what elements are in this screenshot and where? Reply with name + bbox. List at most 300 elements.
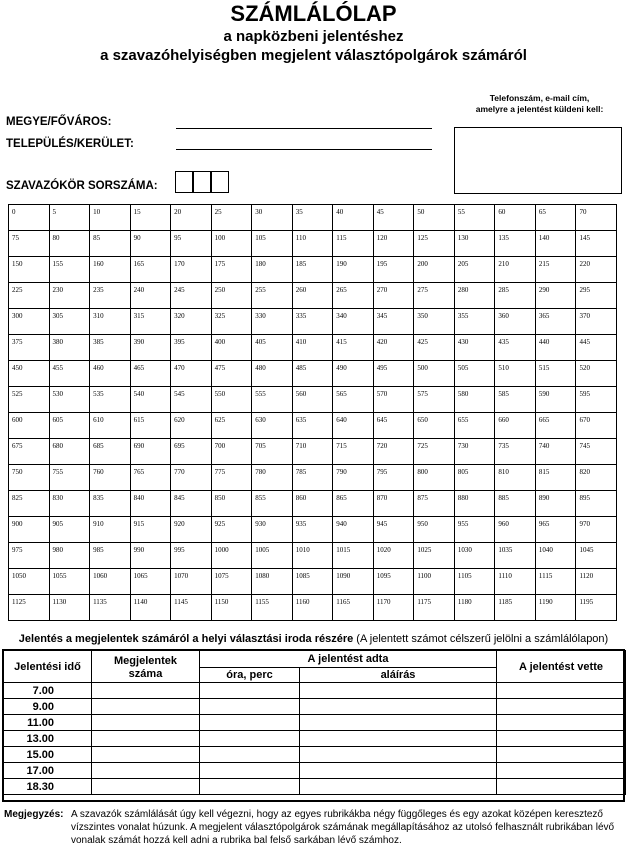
tally-cell[interactable]: 230 — [49, 283, 90, 309]
tally-row — [9, 283, 617, 309]
tally-cell[interactable]: 875 — [414, 491, 455, 517]
tally-cell[interactable]: 370 — [576, 309, 617, 335]
report-heading-title: Jelentés a megjelentek számáról a helyi választási iroda részére — [18, 633, 354, 645]
report-hour-cell[interactable] — [200, 715, 300, 731]
tally-cell[interactable]: 185 — [292, 257, 333, 283]
tally-cell[interactable]: 985 — [90, 543, 131, 569]
tally-cell[interactable]: 420 — [373, 335, 414, 361]
tally-cell[interactable]: 535 — [90, 387, 131, 413]
tally-cell[interactable]: 135 — [495, 231, 536, 257]
tally-cell[interactable]: 395 — [171, 335, 212, 361]
tally-cell[interactable]: 745 — [576, 439, 617, 465]
tally-cell[interactable]: 895 — [576, 491, 617, 517]
tally-cell[interactable]: 400 — [211, 335, 252, 361]
col-report-time-header: Jelentési idő — [4, 651, 92, 683]
report-hour-cell[interactable] — [200, 763, 300, 779]
report-signature-cell[interactable] — [300, 715, 497, 731]
tally-cell[interactable]: 100 — [211, 231, 252, 257]
tally-cell[interactable]: 555 — [252, 387, 293, 413]
contact-label-line-2: amelyre a jelentést küldeni kell: — [475, 104, 604, 114]
report-signature-cell[interactable] — [300, 699, 497, 715]
report-signature-cell[interactable] — [300, 731, 497, 747]
tally-cell[interactable]: 460 — [90, 361, 131, 387]
report-row — [4, 699, 626, 715]
tally-cell[interactable]: 920 — [171, 517, 212, 543]
tally-cell[interactable]: 1020 — [373, 543, 414, 569]
tally-cell[interactable]: 170 — [171, 257, 212, 283]
tally-row — [9, 569, 617, 595]
tally-cell[interactable]: 430 — [454, 335, 495, 361]
tally-cell[interactable]: 680 — [49, 439, 90, 465]
district-digit-box-1[interactable] — [175, 171, 193, 193]
tally-cell[interactable]: 935 — [292, 517, 333, 543]
tally-cell[interactable]: 305 — [49, 309, 90, 335]
tally-cell[interactable]: 55 — [454, 205, 495, 231]
district-digit-box-3[interactable] — [211, 171, 229, 193]
tally-cell[interactable]: 1155 — [252, 595, 293, 621]
tally-cell[interactable]: 950 — [414, 517, 455, 543]
tally-cell[interactable]: 45 — [373, 205, 414, 231]
tally-cell[interactable]: 575 — [414, 387, 455, 413]
tally-cell[interactable]: 425 — [414, 335, 455, 361]
tally-cell[interactable]: 1100 — [414, 569, 455, 595]
tally-cell[interactable]: 235 — [90, 283, 131, 309]
tally-cell[interactable]: 720 — [373, 439, 414, 465]
tally-cell[interactable]: 1140 — [130, 595, 171, 621]
tally-cell[interactable]: 385 — [90, 335, 131, 361]
tally-cell[interactable]: 1130 — [49, 595, 90, 621]
col-attendees-header: Megjelentek száma — [92, 651, 200, 683]
tally-cell[interactable]: 255 — [252, 283, 293, 309]
tally-cell[interactable]: 930 — [252, 517, 293, 543]
tally-cell[interactable]: 1190 — [535, 595, 576, 621]
tally-cell[interactable]: 520 — [576, 361, 617, 387]
tally-cell[interactable]: 780 — [252, 465, 293, 491]
tally-cell[interactable]: 800 — [414, 465, 455, 491]
tally-cell[interactable]: 150 — [9, 257, 50, 283]
contact-input-box[interactable] — [454, 127, 622, 194]
tally-cell[interactable]: 240 — [130, 283, 171, 309]
tally-cell[interactable]: 775 — [211, 465, 252, 491]
tally-cell[interactable]: 90 — [130, 231, 171, 257]
tally-cell[interactable]: 560 — [292, 387, 333, 413]
tally-cell[interactable]: 710 — [292, 439, 333, 465]
tally-cell[interactable]: 220 — [576, 257, 617, 283]
tally-grid — [8, 204, 617, 621]
tally-cell[interactable]: 225 — [9, 283, 50, 309]
tally-cell[interactable]: 390 — [130, 335, 171, 361]
county-label: MEGYE/FŐVÁROS: — [6, 116, 112, 128]
tally-cell[interactable]: 80 — [49, 231, 90, 257]
tally-cell[interactable]: 1115 — [535, 569, 576, 595]
tally-cell[interactable]: 1090 — [333, 569, 374, 595]
tally-cell[interactable]: 860 — [292, 491, 333, 517]
tally-cell[interactable]: 280 — [454, 283, 495, 309]
tally-cell[interactable]: 960 — [495, 517, 536, 543]
tally-cell[interactable]: 1010 — [292, 543, 333, 569]
tally-cell[interactable]: 905 — [49, 517, 90, 543]
tally-cell[interactable]: 330 — [252, 309, 293, 335]
tally-cell[interactable]: 335 — [292, 309, 333, 335]
tally-cell[interactable]: 590 — [535, 387, 576, 413]
tally-cell[interactable]: 855 — [252, 491, 293, 517]
tally-cell[interactable]: 40 — [333, 205, 374, 231]
tally-cell[interactable]: 1145 — [171, 595, 212, 621]
report-row — [4, 747, 626, 763]
tally-cell[interactable]: 30 — [252, 205, 293, 231]
report-count-cell[interactable] — [92, 715, 200, 731]
tally-cell[interactable]: 835 — [90, 491, 131, 517]
tally-cell[interactable]: 1180 — [454, 595, 495, 621]
tally-cell[interactable]: 675 — [9, 439, 50, 465]
report-receiver-cell[interactable] — [497, 763, 626, 779]
tally-cell[interactable]: 1185 — [495, 595, 536, 621]
tally-cell[interactable]: 605 — [49, 413, 90, 439]
tally-cell[interactable]: 495 — [373, 361, 414, 387]
tally-cell[interactable]: 880 — [454, 491, 495, 517]
report-count-cell[interactable] — [92, 779, 200, 795]
tally-cell[interactable]: 125 — [414, 231, 455, 257]
report-hour-cell[interactable] — [200, 683, 300, 699]
tally-cell[interactable]: 845 — [171, 491, 212, 517]
tally-cell[interactable]: 85 — [90, 231, 131, 257]
tally-cell[interactable]: 210 — [495, 257, 536, 283]
tally-cell[interactable]: 510 — [495, 361, 536, 387]
tally-cell[interactable]: 1120 — [576, 569, 617, 595]
tally-cell[interactable]: 595 — [576, 387, 617, 413]
tally-cell[interactable]: 350 — [414, 309, 455, 335]
tally-cell[interactable]: 1005 — [252, 543, 293, 569]
tally-cell[interactable]: 795 — [373, 465, 414, 491]
tally-cell[interactable]: 15 — [130, 205, 171, 231]
report-signature-cell[interactable] — [300, 779, 497, 795]
tally-cell[interactable]: 530 — [49, 387, 90, 413]
tally-cell[interactable]: 260 — [292, 283, 333, 309]
tally-cell[interactable]: 645 — [373, 413, 414, 439]
tally-cell[interactable]: 750 — [9, 465, 50, 491]
tally-cell[interactable]: 735 — [495, 439, 536, 465]
tally-cell[interactable]: 755 — [49, 465, 90, 491]
report-count-cell[interactable] — [92, 699, 200, 715]
tally-cell[interactable]: 1065 — [130, 569, 171, 595]
tally-cell[interactable]: 540 — [130, 387, 171, 413]
tally-cell[interactable]: 840 — [130, 491, 171, 517]
tally-cell[interactable]: 1160 — [292, 595, 333, 621]
tally-cell[interactable]: 515 — [535, 361, 576, 387]
tally-cell[interactable]: 115 — [333, 231, 374, 257]
tally-cell[interactable]: 365 — [535, 309, 576, 335]
tally-cell[interactable]: 5 — [49, 205, 90, 231]
tally-cell[interactable]: 300 — [9, 309, 50, 335]
tally-cell[interactable]: 850 — [211, 491, 252, 517]
tally-cell[interactable]: 610 — [90, 413, 131, 439]
tally-cell[interactable]: 1135 — [90, 595, 131, 621]
report-receiver-cell[interactable] — [497, 779, 626, 795]
tally-cell[interactable]: 770 — [171, 465, 212, 491]
tally-cell[interactable]: 215 — [535, 257, 576, 283]
tally-cell[interactable]: 165 — [130, 257, 171, 283]
tally-cell[interactable]: 1150 — [211, 595, 252, 621]
tally-cell[interactable]: 285 — [495, 283, 536, 309]
tally-cell[interactable]: 695 — [171, 439, 212, 465]
report-time-cell: 17.00 — [4, 763, 92, 779]
tally-cell[interactable]: 75 — [9, 231, 50, 257]
tally-cell[interactable]: 640 — [333, 413, 374, 439]
tally-cell[interactable]: 95 — [171, 231, 212, 257]
tally-cell[interactable]: 765 — [130, 465, 171, 491]
tally-cell[interactable]: 455 — [49, 361, 90, 387]
tally-cell[interactable]: 900 — [9, 517, 50, 543]
tally-cell[interactable]: 980 — [49, 543, 90, 569]
tally-cell[interactable]: 760 — [90, 465, 131, 491]
tally-cell[interactable]: 1050 — [9, 569, 50, 595]
report-receiver-cell[interactable] — [497, 699, 626, 715]
report-time-cell: 11.00 — [4, 715, 92, 731]
tally-cell[interactable]: 1045 — [576, 543, 617, 569]
tally-cell[interactable]: 740 — [535, 439, 576, 465]
tally-cell[interactable]: 670 — [576, 413, 617, 439]
tally-cell[interactable]: 1105 — [454, 569, 495, 595]
tally-cell[interactable]: 830 — [49, 491, 90, 517]
tally-cell[interactable]: 60 — [495, 205, 536, 231]
tally-cell[interactable]: 600 — [9, 413, 50, 439]
tally-cell[interactable]: 660 — [495, 413, 536, 439]
tally-cell[interactable]: 485 — [292, 361, 333, 387]
tally-cell[interactable]: 805 — [454, 465, 495, 491]
tally-cell[interactable]: 1095 — [373, 569, 414, 595]
tally-cell[interactable]: 380 — [49, 335, 90, 361]
tally-cell[interactable]: 940 — [333, 517, 374, 543]
tally-cell[interactable]: 355 — [454, 309, 495, 335]
tally-cell[interactable]: 565 — [333, 387, 374, 413]
tally-cell[interactable]: 470 — [171, 361, 212, 387]
tally-cell[interactable]: 945 — [373, 517, 414, 543]
tally-cell[interactable]: 570 — [373, 387, 414, 413]
tally-cell[interactable]: 275 — [414, 283, 455, 309]
district-digit-box-2[interactable] — [193, 171, 211, 193]
tally-cell[interactable]: 180 — [252, 257, 293, 283]
tally-cell[interactable]: 635 — [292, 413, 333, 439]
tally-cell[interactable]: 320 — [171, 309, 212, 335]
tally-cell[interactable]: 440 — [535, 335, 576, 361]
tally-cell[interactable]: 725 — [414, 439, 455, 465]
tally-cell[interactable]: 630 — [252, 413, 293, 439]
tally-cell[interactable]: 1175 — [414, 595, 455, 621]
tally-row — [9, 413, 617, 439]
tally-cell[interactable]: 525 — [9, 387, 50, 413]
tally-cell[interactable]: 375 — [9, 335, 50, 361]
tally-cell[interactable]: 155 — [49, 257, 90, 283]
tally-cell[interactable]: 550 — [211, 387, 252, 413]
tally-cell[interactable]: 20 — [171, 205, 212, 231]
col-reported-by-header: A jelentést adta — [200, 651, 497, 668]
tally-cell[interactable]: 790 — [333, 465, 374, 491]
tally-cell[interactable]: 730 — [454, 439, 495, 465]
tally-cell[interactable]: 65 — [535, 205, 576, 231]
tally-cell[interactable]: 995 — [171, 543, 212, 569]
tally-row — [9, 439, 617, 465]
tally-cell[interactable]: 340 — [333, 309, 374, 335]
tally-cell[interactable]: 315 — [130, 309, 171, 335]
tally-cell[interactable]: 130 — [454, 231, 495, 257]
tally-cell[interactable]: 615 — [130, 413, 171, 439]
tally-cell[interactable]: 25 — [211, 205, 252, 231]
tally-cell[interactable]: 405 — [252, 335, 293, 361]
tally-cell[interactable]: 1055 — [49, 569, 90, 595]
tally-row — [9, 231, 617, 257]
tally-cell[interactable]: 665 — [535, 413, 576, 439]
tally-cell[interactable]: 1165 — [333, 595, 374, 621]
tally-cell[interactable]: 290 — [535, 283, 576, 309]
report-count-cell[interactable] — [92, 731, 200, 747]
report-count-cell[interactable] — [92, 747, 200, 763]
tally-cell[interactable]: 885 — [495, 491, 536, 517]
tally-cell[interactable]: 1125 — [9, 595, 50, 621]
tally-cell[interactable]: 475 — [211, 361, 252, 387]
report-row — [4, 683, 626, 699]
tally-cell[interactable]: 35 — [292, 205, 333, 231]
tally-cell[interactable]: 120 — [373, 231, 414, 257]
report-receiver-cell[interactable] — [497, 731, 626, 747]
tally-cell[interactable]: 915 — [130, 517, 171, 543]
tally-cell[interactable]: 865 — [333, 491, 374, 517]
tally-cell[interactable]: 190 — [333, 257, 374, 283]
note-label: Megjegyzés: — [4, 809, 64, 820]
tally-cell[interactable]: 785 — [292, 465, 333, 491]
tally-cell[interactable]: 1015 — [333, 543, 374, 569]
tally-cell[interactable]: 160 — [90, 257, 131, 283]
tally-cell[interactable]: 655 — [454, 413, 495, 439]
tally-cell[interactable]: 500 — [414, 361, 455, 387]
col-received-by-header: A jelentést vette — [497, 651, 626, 683]
tally-cell[interactable]: 1195 — [576, 595, 617, 621]
tally-cell[interactable]: 975 — [9, 543, 50, 569]
tally-cell[interactable]: 1085 — [292, 569, 333, 595]
tally-cell[interactable]: 310 — [90, 309, 131, 335]
tally-cell[interactable]: 690 — [130, 439, 171, 465]
tally-cell[interactable]: 705 — [252, 439, 293, 465]
report-time-cell: 9.00 — [4, 699, 92, 715]
tally-cell[interactable]: 890 — [535, 491, 576, 517]
tally-cell[interactable]: 545 — [171, 387, 212, 413]
tally-cell[interactable]: 1170 — [373, 595, 414, 621]
report-receiver-cell[interactable] — [497, 747, 626, 763]
tally-cell[interactable]: 910 — [90, 517, 131, 543]
tally-cell[interactable]: 445 — [576, 335, 617, 361]
settlement-field-line[interactable] — [176, 149, 432, 150]
contact-label-line-1: Telefonszám, e-mail cím, — [489, 93, 590, 103]
report-count-cell[interactable] — [92, 763, 200, 779]
report-receiver-cell[interactable] — [497, 715, 626, 731]
tally-cell[interactable]: 325 — [211, 309, 252, 335]
tally-cell[interactable]: 450 — [9, 361, 50, 387]
tally-cell[interactable]: 175 — [211, 257, 252, 283]
tally-cell[interactable]: 250 — [211, 283, 252, 309]
tally-cell[interactable]: 585 — [495, 387, 536, 413]
tally-cell[interactable]: 270 — [373, 283, 414, 309]
tally-cell[interactable]: 490 — [333, 361, 374, 387]
tally-cell[interactable]: 1070 — [171, 569, 212, 595]
tally-cell[interactable]: 140 — [535, 231, 576, 257]
tally-cell[interactable]: 810 — [495, 465, 536, 491]
tally-cell[interactable]: 70 — [576, 205, 617, 231]
tally-cell[interactable]: 435 — [495, 335, 536, 361]
tally-cell[interactable]: 505 — [454, 361, 495, 387]
tally-cell[interactable]: 1110 — [495, 569, 536, 595]
report-count-cell[interactable] — [92, 683, 200, 699]
tally-cell[interactable]: 990 — [130, 543, 171, 569]
tally-cell[interactable]: 620 — [171, 413, 212, 439]
tally-cell[interactable]: 650 — [414, 413, 455, 439]
tally-cell[interactable]: 1075 — [211, 569, 252, 595]
report-signature-cell[interactable] — [300, 747, 497, 763]
tally-cell[interactable]: 195 — [373, 257, 414, 283]
report-hour-cell[interactable] — [200, 747, 300, 763]
tally-cell[interactable]: 825 — [9, 491, 50, 517]
tally-row — [9, 361, 617, 387]
tally-cell[interactable]: 820 — [576, 465, 617, 491]
tally-cell[interactable]: 970 — [576, 517, 617, 543]
tally-cell[interactable]: 245 — [171, 283, 212, 309]
tally-cell[interactable]: 265 — [333, 283, 374, 309]
tally-cell[interactable]: 925 — [211, 517, 252, 543]
tally-cell[interactable]: 410 — [292, 335, 333, 361]
tally-cell[interactable]: 1025 — [414, 543, 455, 569]
report-signature-cell[interactable] — [300, 763, 497, 779]
note-text: A szavazók számlálását úgy kell végezni, hogy az egyes rubrikákba négy függőleges és egy azokat középen keresztező vízszintes vonalat húzunk. A megjelent választópolgárok számának megállapításához az utolsó felhasznált rubrikában lévő vonalak számát hozzá kell adni a rubrika bal felső sarkában lévő számhoz. — [71, 809, 615, 846]
tally-cell[interactable]: 965 — [535, 517, 576, 543]
report-hour-cell[interactable] — [200, 779, 300, 795]
report-signature-cell[interactable] — [300, 683, 497, 699]
report-receiver-cell[interactable] — [497, 683, 626, 699]
tally-cell[interactable]: 480 — [252, 361, 293, 387]
report-hour-cell[interactable] — [200, 731, 300, 747]
tally-cell[interactable]: 360 — [495, 309, 536, 335]
tally-cell[interactable]: 1030 — [454, 543, 495, 569]
tally-cell[interactable]: 415 — [333, 335, 374, 361]
tally-cell[interactable]: 815 — [535, 465, 576, 491]
tally-cell[interactable]: 1060 — [90, 569, 131, 595]
note — [4, 808, 624, 846]
tally-cell[interactable]: 1080 — [252, 569, 293, 595]
tally-cell[interactable]: 200 — [414, 257, 455, 283]
tally-cell[interactable]: 1040 — [535, 543, 576, 569]
tally-cell[interactable]: 10 — [90, 205, 131, 231]
tally-cell[interactable]: 870 — [373, 491, 414, 517]
tally-cell[interactable]: 0 — [9, 205, 50, 231]
tally-cell[interactable]: 145 — [576, 231, 617, 257]
tally-cell[interactable]: 110 — [292, 231, 333, 257]
tally-cell[interactable]: 625 — [211, 413, 252, 439]
tally-cell[interactable]: 205 — [454, 257, 495, 283]
tally-cell[interactable]: 580 — [454, 387, 495, 413]
tally-cell[interactable]: 955 — [454, 517, 495, 543]
report-row — [4, 779, 626, 795]
tally-cell[interactable]: 345 — [373, 309, 414, 335]
tally-cell[interactable]: 685 — [90, 439, 131, 465]
tally-cell[interactable]: 465 — [130, 361, 171, 387]
report-heading — [0, 633, 627, 645]
tally-cell[interactable]: 1000 — [211, 543, 252, 569]
tally-cell[interactable]: 50 — [414, 205, 455, 231]
tally-cell[interactable]: 700 — [211, 439, 252, 465]
tally-cell[interactable]: 715 — [333, 439, 374, 465]
report-hour-cell[interactable] — [200, 699, 300, 715]
county-field-line[interactable] — [176, 128, 432, 129]
tally-cell[interactable]: 1035 — [495, 543, 536, 569]
tally-cell[interactable]: 105 — [252, 231, 293, 257]
tally-cell[interactable]: 295 — [576, 283, 617, 309]
